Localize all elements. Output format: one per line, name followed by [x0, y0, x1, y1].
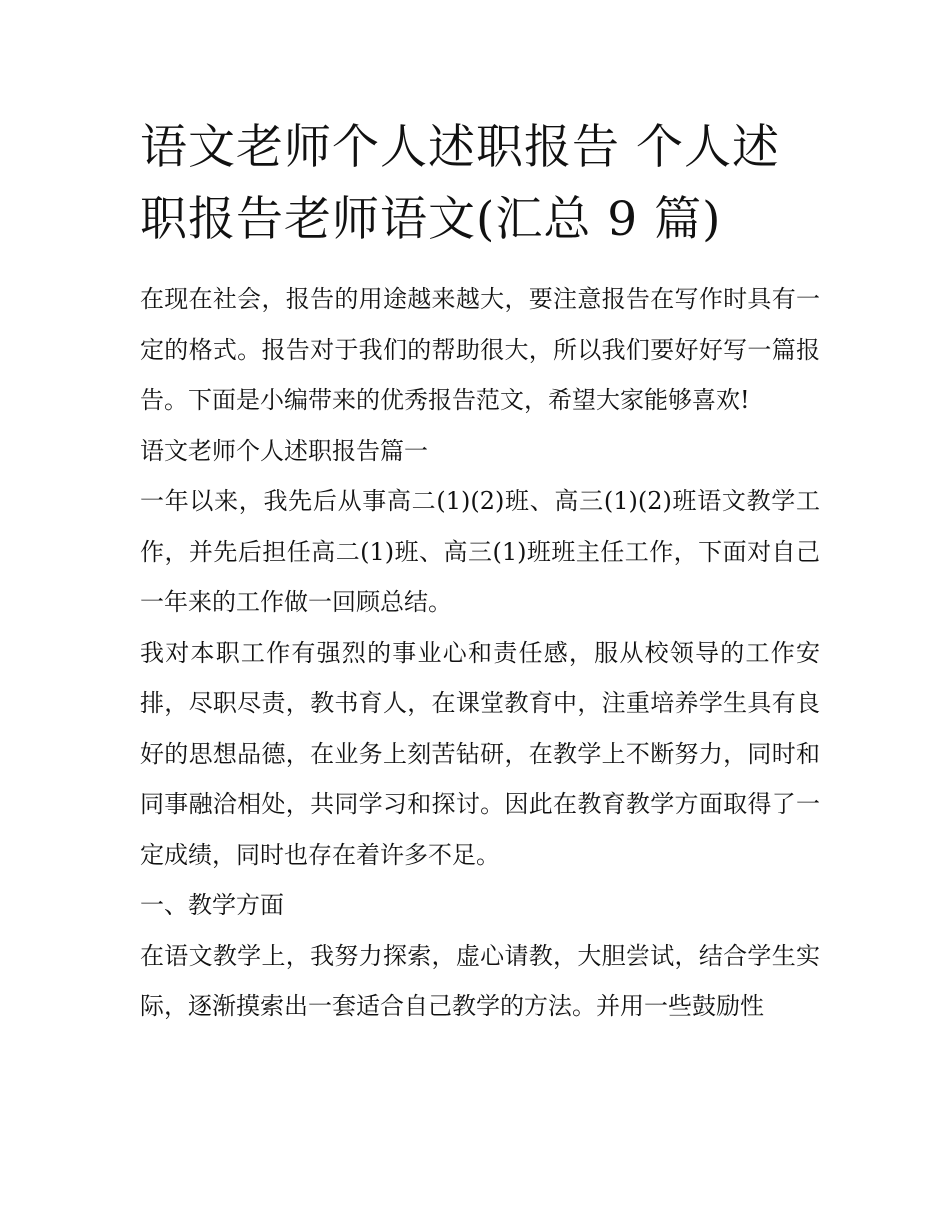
document-title: 语文老师个人述职报告 个人述职报告老师语文(汇总 9 篇): [140, 120, 780, 247]
document-body: [140, 274, 820, 1032]
intro-paragraph: 在现在社会，报告的用途越来越大，要注意报告在写作时具有一定的格式。报告对于我们的帮助很大，所以我们要好好写一篇报告。下面是小编带来的优秀报告范文，希望大家能够喜欢!: [140, 285, 820, 414]
body-paragraph: 在语文教学上，我努力探索，虚心请教，大胆尝试，结合学生实际，逐渐摸索出一套适合自己教学的方法。并用一些鼓励性: [140, 941, 820, 1020]
body-paragraph: 一年以来，我先后从事高二(1)(2)班、高三(1)(2)班语文教学工作，并先后担任高二(1)班、高三(1)班班主任工作，下面对自己一年来的工作做一回顾总结。: [140, 487, 820, 616]
section-heading-part-one: 语文老师个人述职报告篇一: [140, 436, 428, 465]
body-paragraph: 我对本职工作有强烈的事业心和责任感，服从校领导的工作安排，尽职尽责，教书育人，在课堂教育中，注重培养学生具有良好的思想品德，在业务上刻苦钻研，在教学上不断努力，同时和同事融洽相处，共同学习和探讨。因此在教育教学方面取得了一定成绩，同时也存在着许多不足。: [140, 638, 820, 869]
section-heading-teaching: 一、教学方面: [140, 891, 284, 919]
